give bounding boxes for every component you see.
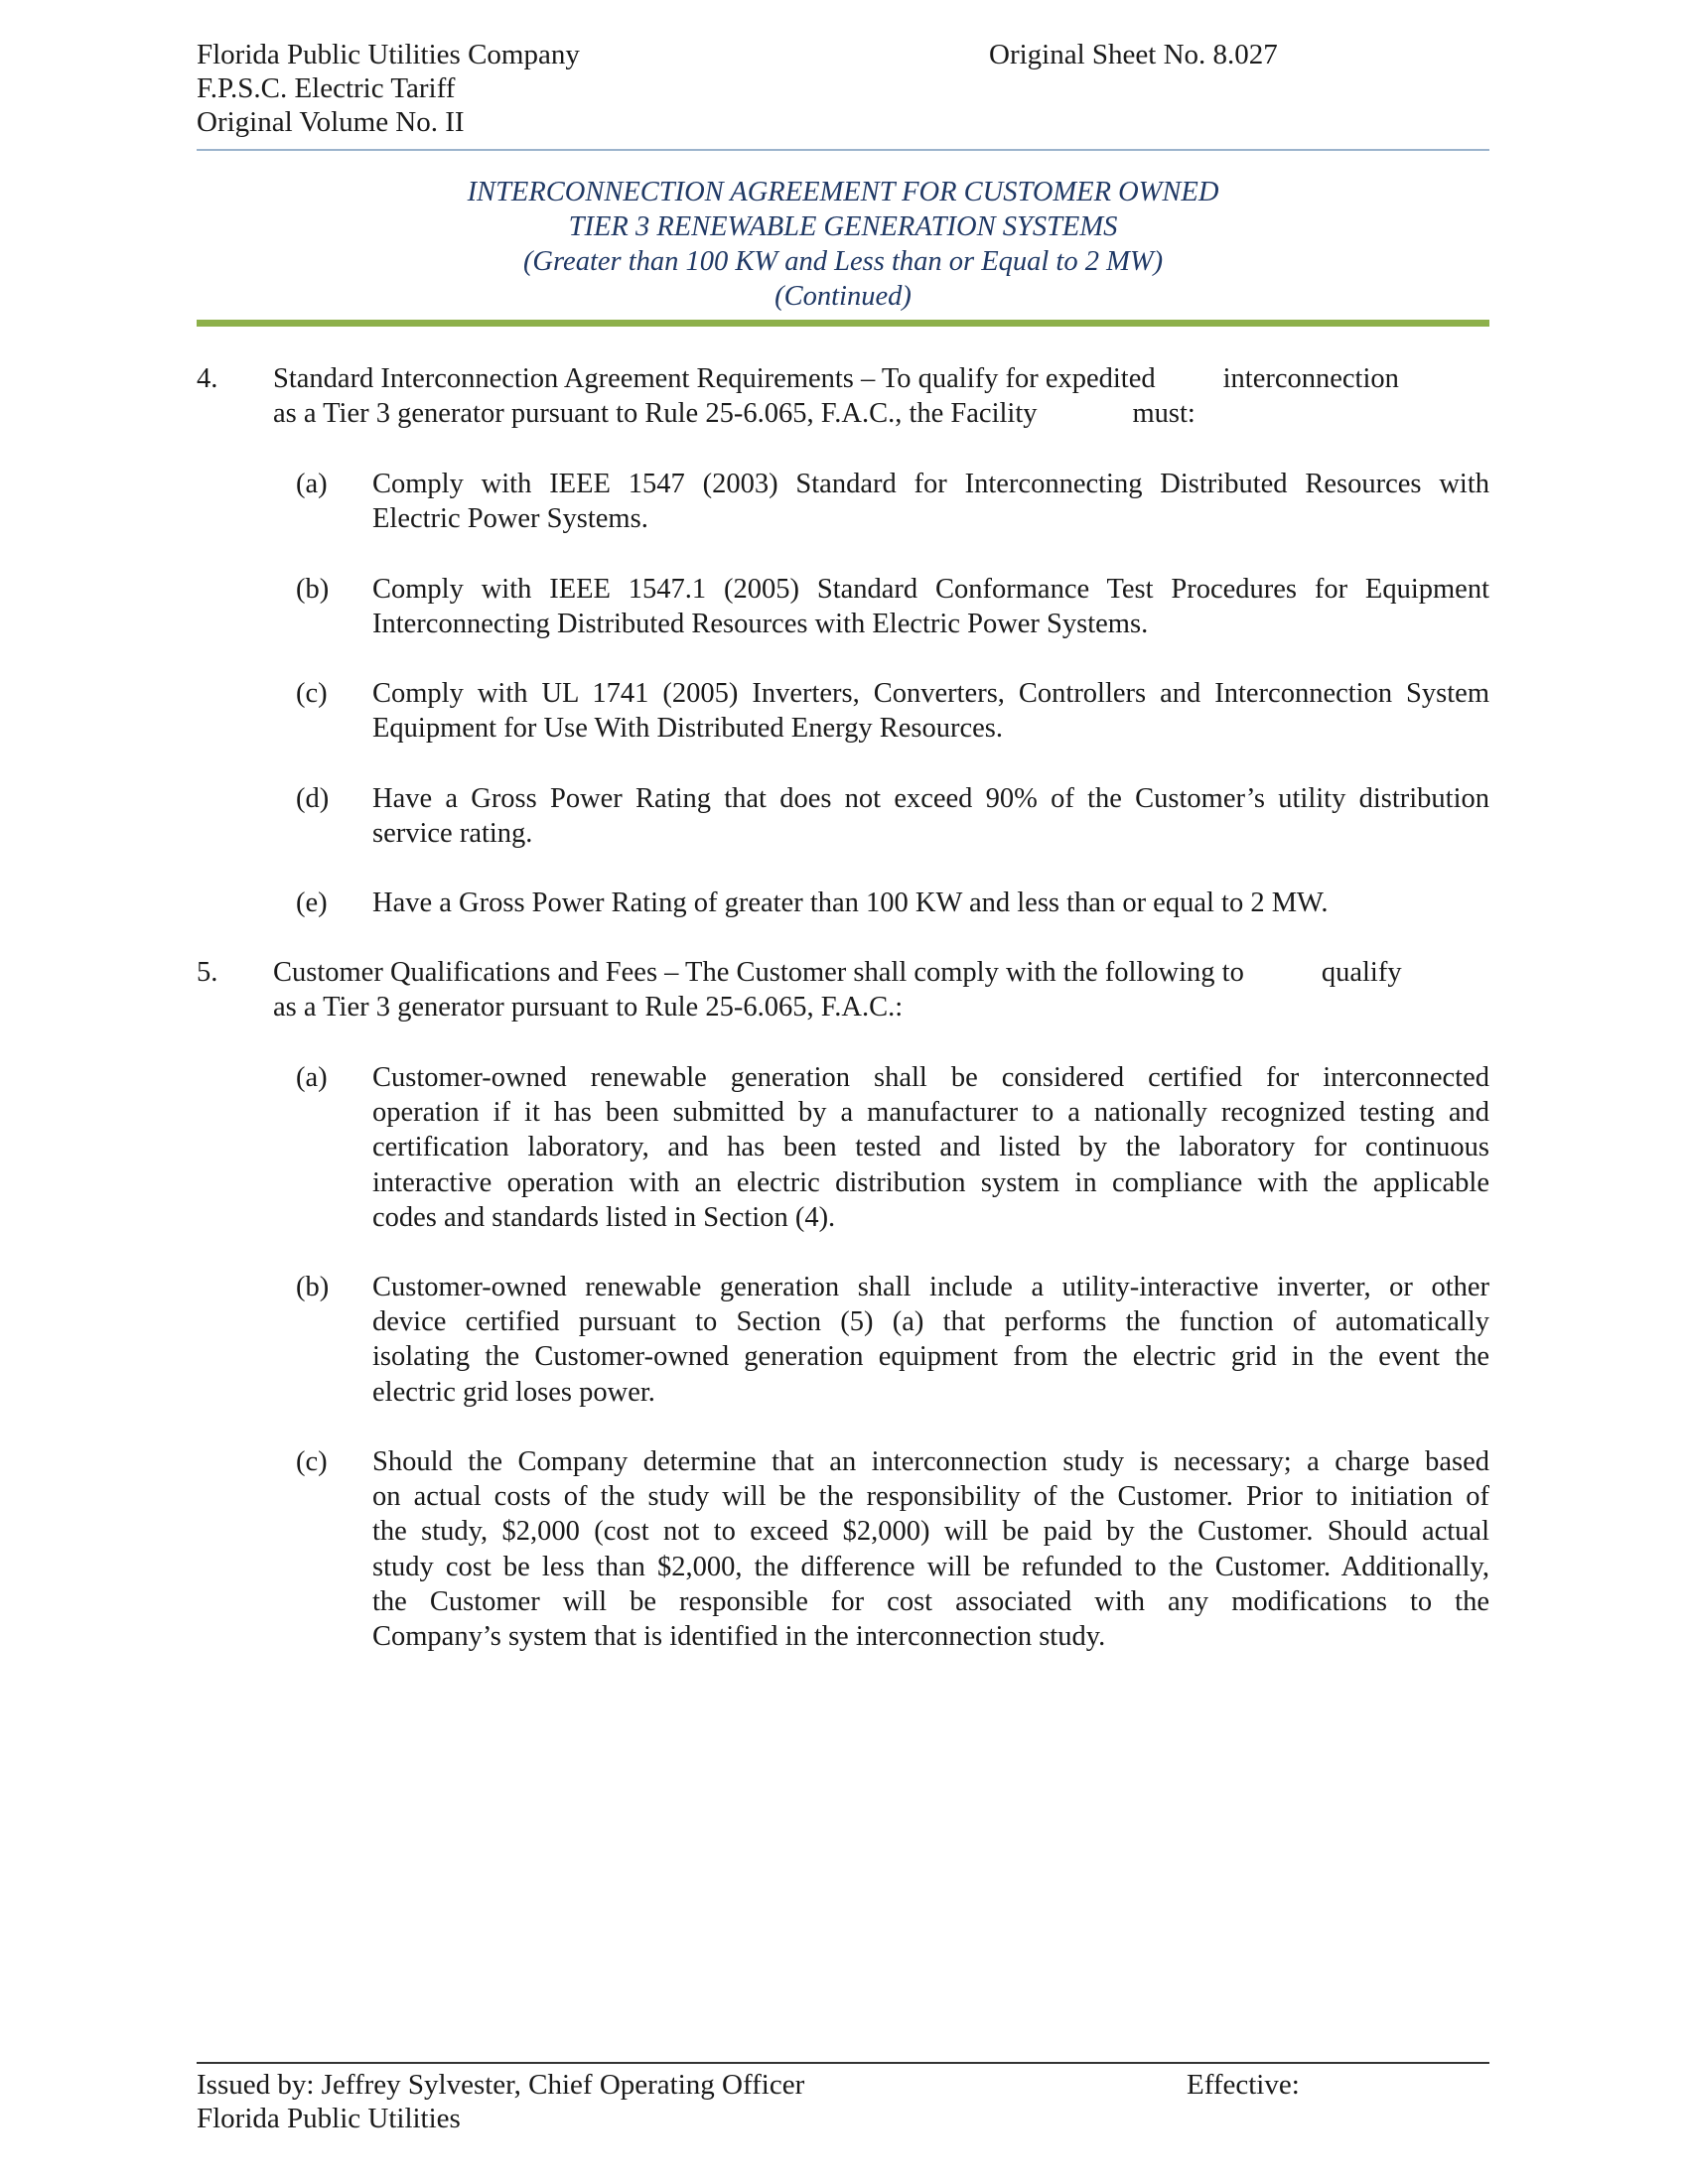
section-5-item-a — [372, 1060, 1489, 1235]
item-line: service rating. — [372, 818, 533, 850]
item-line: operation if it has been submitted by a manufacturer to a nationally recognized testing and — [372, 1097, 1489, 1129]
volume-number: Original Volume No. II — [197, 106, 465, 138]
header-divider — [197, 149, 1489, 151]
item-line: electric grid loses power. — [372, 1376, 655, 1408]
item-line: Company’s system that is identified in the interconnection study. — [372, 1621, 1106, 1653]
section-4-item-e-label: (e) — [296, 887, 328, 918]
section-4-item-c-label: (c) — [296, 678, 328, 709]
section-4-line-2a: as a Tier 3 generator pursuant to Rule 25-6.065, F.A.C., the Facility — [273, 398, 1038, 430]
effective-date-label: Effective: — [1187, 2069, 1300, 2101]
item-line: Comply with UL 1741 (2005) Inverters, Converters, Controllers and Interconnection System — [372, 678, 1489, 709]
item-line: Electric Power Systems. — [372, 503, 648, 535]
tariff-name: F.P.S.C. Electric Tariff — [197, 72, 456, 104]
section-4-item-a — [372, 467, 1489, 536]
section-5-item-a-label: (a) — [296, 1062, 328, 1093]
document-title — [197, 175, 1489, 314]
item-line: on actual costs of the study will be the responsibility of the Customer. Prior to initiation of — [372, 1481, 1489, 1513]
company-name: Florida Public Utilities Company — [197, 39, 580, 70]
section-4-heading — [273, 361, 1486, 431]
section-4-line-1b: interconnection — [1222, 363, 1399, 394]
section-5-line-1b: qualify — [1321, 957, 1402, 988]
item-line: isolating the Customer-owned generation equipment from the electric grid in the event the — [372, 1341, 1489, 1373]
item-line: Customer-owned renewable generation shall include a utility-interactive inverter, or other — [372, 1272, 1489, 1302]
title-line-3: (Greater than 100 KW and Less than or Equal to 2 MW) — [522, 246, 1164, 277]
issued-by: Issued by: Jeffrey Sylvester, Chief Operating Officer — [197, 2069, 805, 2101]
section-5-item-b — [372, 1270, 1489, 1410]
section-5-item-c-label: (c) — [296, 1446, 328, 1477]
section-5-line-2: as a Tier 3 generator pursuant to Rule 25-6.065, F.A.C.: — [273, 992, 904, 1024]
title-line-2: TIER 3 RENEWABLE GENERATION SYSTEMS — [568, 211, 1118, 242]
section-4-line-2b: must: — [1132, 398, 1196, 430]
section-4-number: 4. — [197, 363, 218, 394]
section-4-item-b-label: (b) — [296, 574, 330, 605]
section-4-item-a-label: (a) — [296, 469, 328, 499]
section-5-item-c — [372, 1444, 1489, 1654]
item-line: interactive operation with an electric distribution system in compliance with the applicable — [372, 1166, 1489, 1198]
section-4-item-c — [372, 676, 1489, 746]
item-line: the study, $2,000 (cost not to exceed $2,000) will be paid by the Customer. Should actual — [372, 1516, 1489, 1548]
item-line: codes and standards listed in Section (4). — [372, 1201, 836, 1233]
section-4-item-d-label: (d) — [296, 783, 330, 814]
item-line: study cost be less than $2,000, the difference will be refunded to the Customer. Additionally, — [372, 1551, 1489, 1582]
item-line: Customer-owned renewable generation shall be considered certified for interconnected — [372, 1062, 1489, 1093]
section-5-number: 5. — [197, 957, 218, 988]
section-5-line-1a: Customer Qualifications and Fees – The Customer shall comply with the following to — [273, 957, 1244, 988]
title-divider — [197, 320, 1489, 327]
footer-divider — [197, 2062, 1489, 2064]
section-5-item-b-label: (b) — [296, 1272, 330, 1302]
item-line: device certified pursuant to Section (5) (a) that performs the function of automatically — [372, 1306, 1489, 1338]
section-4-item-e — [372, 886, 1489, 920]
sheet-number: Original Sheet No. 8.027 — [989, 39, 1278, 70]
item-line: Have a Gross Power Rating that does not exceed 90% of the Customer’s utility distribution — [372, 783, 1489, 814]
item-line: Comply with IEEE 1547 (2003) Standard for Interconnecting Distributed Resources with — [372, 469, 1489, 499]
item-line: Should the Company determine that an interconnection study is necessary; a charge based — [372, 1446, 1489, 1477]
item-line: Interconnecting Distributed Resources with Electric Power Systems. — [372, 609, 1149, 640]
section-4-line-1a: Standard Interconnection Agreement Requirements – To qualify for expedited — [273, 363, 1156, 394]
section-4-item-d — [372, 781, 1489, 851]
item-line: the Customer will be responsible for cost associated with any modifications to the — [372, 1585, 1489, 1617]
title-line-4: (Continued) — [774, 281, 912, 312]
item-line: certification laboratory, and has been tested and listed by the laboratory for continuous — [372, 1132, 1489, 1163]
section-5-heading — [273, 955, 1486, 1024]
section-4-item-b — [372, 572, 1489, 641]
footer-company: Florida Public Utilities — [197, 2103, 461, 2134]
item-line: Have a Gross Power Rating of greater than 100 KW and less than or equal to 2 MW. — [372, 887, 1329, 918]
item-line: Equipment for Use With Distributed Energy Resources. — [372, 713, 1003, 745]
item-line: Comply with IEEE 1547.1 (2005) Standard Conformance Test Procedures for Equipment — [372, 574, 1489, 605]
title-line-1: INTERCONNECTION AGREEMENT FOR CUSTOMER OWNED — [467, 177, 1219, 207]
